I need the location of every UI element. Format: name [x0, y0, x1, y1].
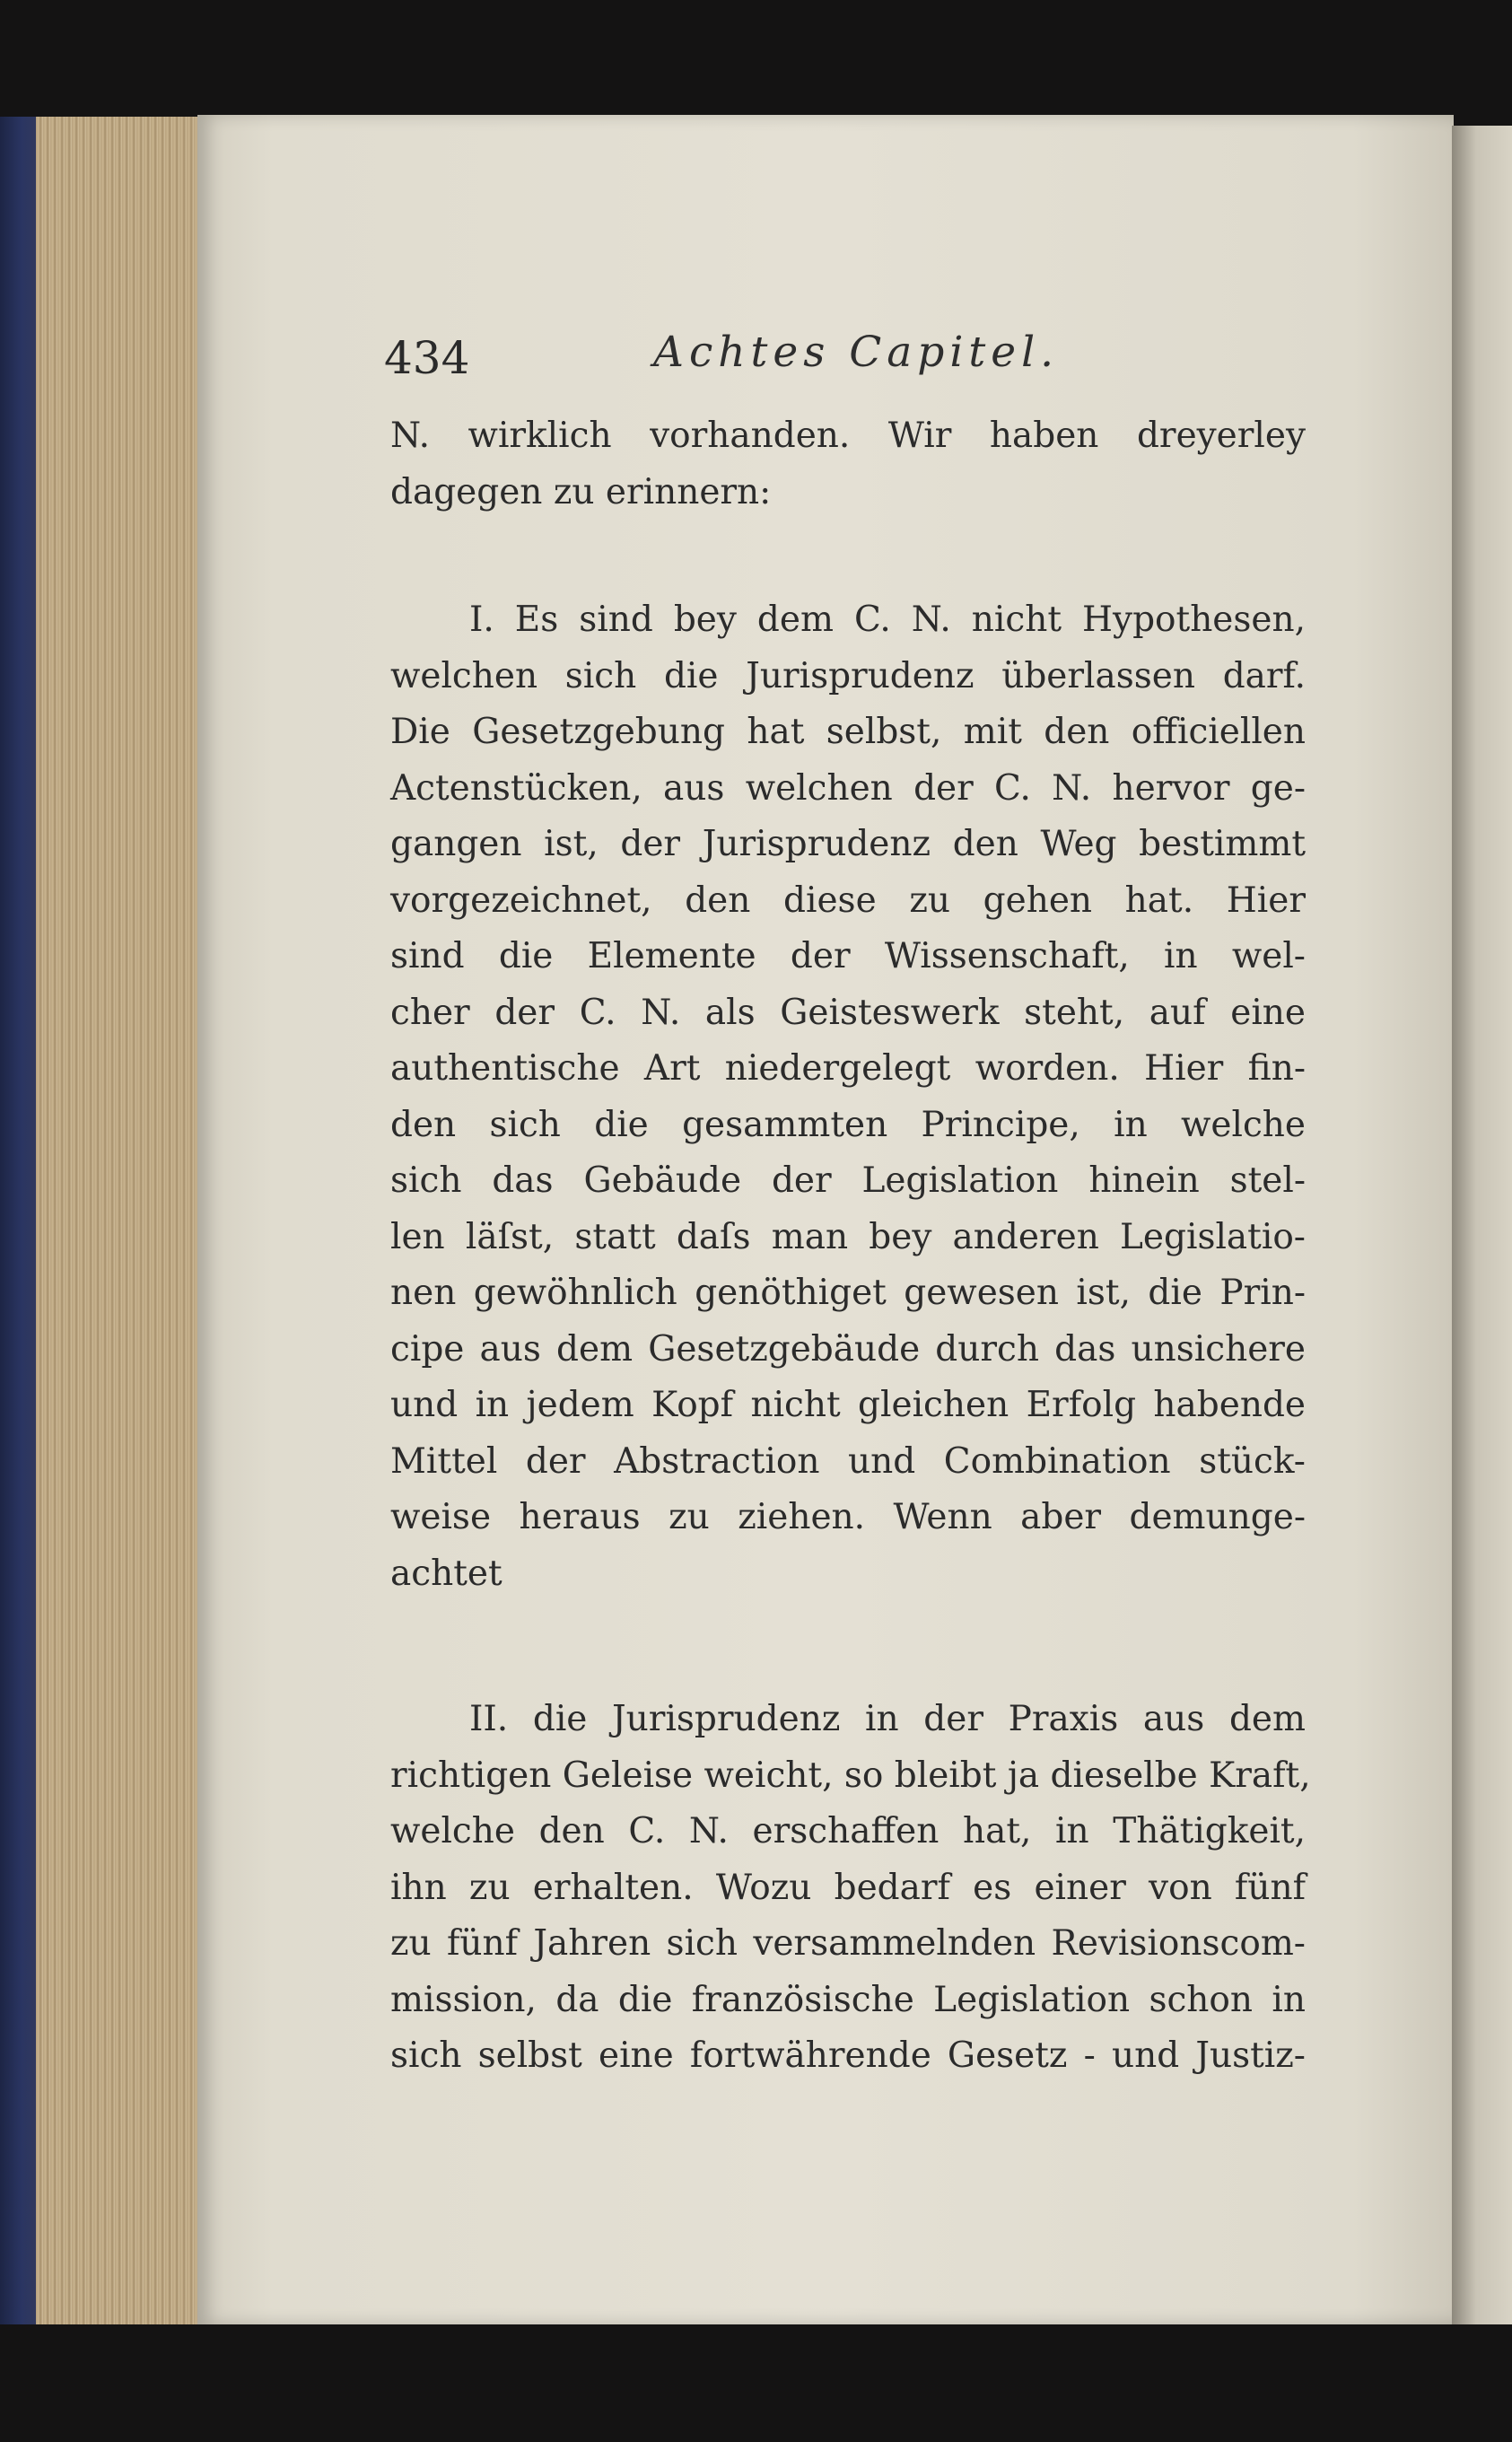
- text-line: und in jedem Kopf nicht gleichen Erfolg habende: [390, 1385, 1306, 1425]
- text-line: zu fünf Jahren sich versammelnden Revisionscom-: [390, 1923, 1306, 1964]
- text-line: N. wirklich vorhanden. Wir haben dreyerley: [390, 416, 1306, 456]
- text-line: Mittel der Abstraction und Combination stück-: [390, 1440, 1306, 1482]
- paragraph-gap: [390, 521, 1306, 592]
- text-line: ihn zu erhalten. Wozu bedarf es einer von fünf: [390, 1867, 1306, 1908]
- text-line: cher der C. N. als Geisteswerk steht, auf eine: [390, 992, 1306, 1033]
- text-line: sich das Gebäude der Legislation hinein stel-: [390, 1160, 1306, 1201]
- text-line: mission, da die französische Legislation schon in: [390, 1979, 1306, 2020]
- text-line: richtigen Geleise weicht, so bleibt ja dieselbe Kraft,: [390, 1755, 1311, 1796]
- text-line: welchen sich die Jurisprudenz überlassen darf.: [390, 655, 1306, 696]
- text-line: sind die Elemente der Wissenschaft, in wel-: [390, 936, 1306, 976]
- text-line: authentische Art niedergelegt worden. Hier fin-: [390, 1048, 1306, 1089]
- body-text: [390, 408, 1311, 2085]
- text-line: II. die Jurisprudenz in der Praxis aus dem: [469, 1699, 1306, 1739]
- text-line: gangen ist, der Jurisprudenz den Weg bestimmt: [390, 824, 1306, 864]
- text-line: sich selbst eine fortwährende Gesetz - und Justiz-: [390, 2035, 1306, 2076]
- page-number: 434: [384, 332, 470, 384]
- text-line: Actenstücken, aus welchen der C. N. hervor ge-: [390, 767, 1306, 809]
- page-block-edge: [36, 117, 202, 2324]
- text-line: cipe aus dem Gesetzgebäude durch das unsichere: [390, 1328, 1306, 1370]
- text-line: welche den C. N. erschaffen hat, in Thätigkeit,: [390, 1811, 1306, 1851]
- text-line: weise heraus zu ziehen. Wenn aber demunge-: [390, 1497, 1306, 1537]
- running-title: Achtes Capitel.: [653, 328, 1060, 377]
- facing-page-edge: [1452, 126, 1512, 2324]
- text-line: achtet: [390, 1553, 503, 1594]
- paragraph-gap: [390, 1602, 1306, 1692]
- text-line: nen gewöhnlich genöthiget gewesen ist, die Prin-: [390, 1273, 1306, 1313]
- page-header: [384, 328, 1066, 399]
- text-line: Die Gesetzgebung hat selbst, mit den officiellen: [390, 712, 1306, 752]
- text-line: den sich die gesammten Principe, in welche: [390, 1104, 1306, 1145]
- text-line: vorgezeichnet, den diese zu gehen hat. Hier: [390, 880, 1306, 921]
- text-line: len läſst, statt daſs man bey anderen Legislatio-: [390, 1216, 1306, 1257]
- text-line: I. Es sind bey dem C. N. nicht Hypothesen,: [469, 600, 1306, 640]
- text-line: dagegen zu erinnern:: [390, 471, 772, 512]
